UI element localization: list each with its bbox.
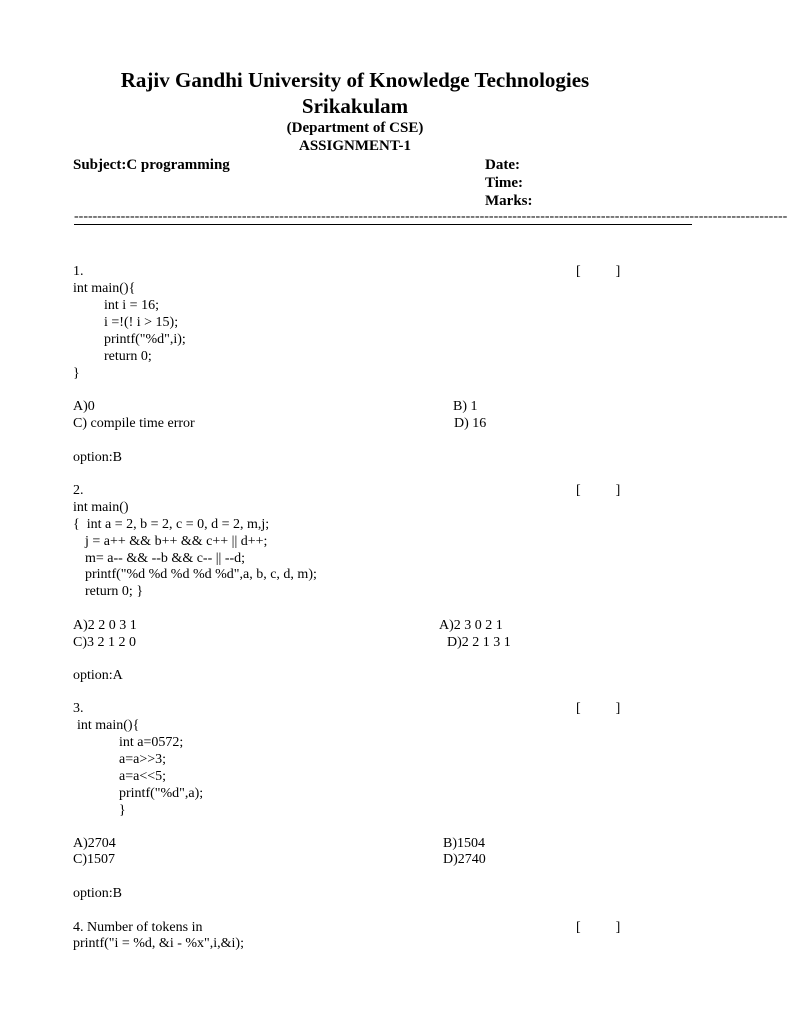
code-line: int main() [73,500,129,515]
code-line: int main(){ [77,718,140,733]
question-2-answer-bracket: [ ] [576,483,621,498]
question-1-number: 1. [73,264,84,279]
option-a: A)2704 [73,836,116,851]
campus-title: Srikakulam [301,94,409,118]
option-a: A)0 [73,399,95,414]
question-4-text: 4. Number of tokens in [73,920,203,935]
subject-label: Subject:C programming [73,157,230,173]
code-line: printf("%d",a); [119,786,204,801]
code-line: } [119,803,126,818]
question-3-answer-bracket: [ ] [576,701,621,716]
option-d: D) 16 [454,416,487,431]
question-2-number: 2. [73,483,84,498]
time-label: Time: [485,175,524,191]
dashed-separator: --------------------------------------------------------------------------------------------------------------------------------------------------------- [74,209,787,224]
marks-label: Marks: [485,193,533,209]
code-line: { int a = 2, b = 2, c = 0, d = 2, m,j; [73,517,270,532]
code-line: a=a<<5; [119,769,167,784]
department-heading: (Department of CSE) [286,120,424,136]
option-b: B) 1 [453,399,478,414]
question-1-answer-bracket: [ ] [576,264,621,279]
code-line: printf("i = %d, &i - %x",i,&i); [73,936,244,951]
code-line: int a=0572; [119,735,184,750]
code-line: } [73,366,80,381]
option-c: C) compile time error [73,416,195,431]
option-b: B)1504 [443,836,485,851]
question-3-number: 3. [73,701,84,716]
code-line: i =!(! i > 15); [104,315,179,330]
option-a: A)2 2 0 3 1 [73,618,137,633]
code-line: return 0; } [85,584,144,599]
header-rule [74,224,692,225]
question-2-answer: option:A [73,668,123,683]
code-line: printf("%d",i); [104,332,186,347]
option-d: D)2 2 1 3 1 [447,635,511,650]
code-line: int main(){ [73,281,136,296]
question-4-answer-bracket: [ ] [576,920,621,935]
option-c: C)1507 [73,852,115,867]
code-line: printf("%d %d %d %d %d",a, b, c, d, m); [85,567,317,582]
code-line: return 0; [104,349,152,364]
date-label: Date: [485,157,520,173]
code-line: j = a++ && b++ && c++ || d++; [85,534,268,549]
option-c: C)3 2 1 2 0 [73,635,136,650]
university-title: Rajiv Gandhi University of Knowledge Technologies [120,68,590,92]
code-line: m= a-- && --b && c-- || --d; [85,551,246,566]
code-line: int i = 16; [104,298,159,313]
question-3-answer: option:B [73,886,123,901]
option-b: A)2 3 0 2 1 [439,618,503,633]
code-line: a=a>>3; [119,752,167,767]
question-1-answer: option:B [73,450,123,465]
assignment-heading: ASSIGNMENT-1 [299,138,411,154]
option-d: D)2740 [443,852,486,867]
